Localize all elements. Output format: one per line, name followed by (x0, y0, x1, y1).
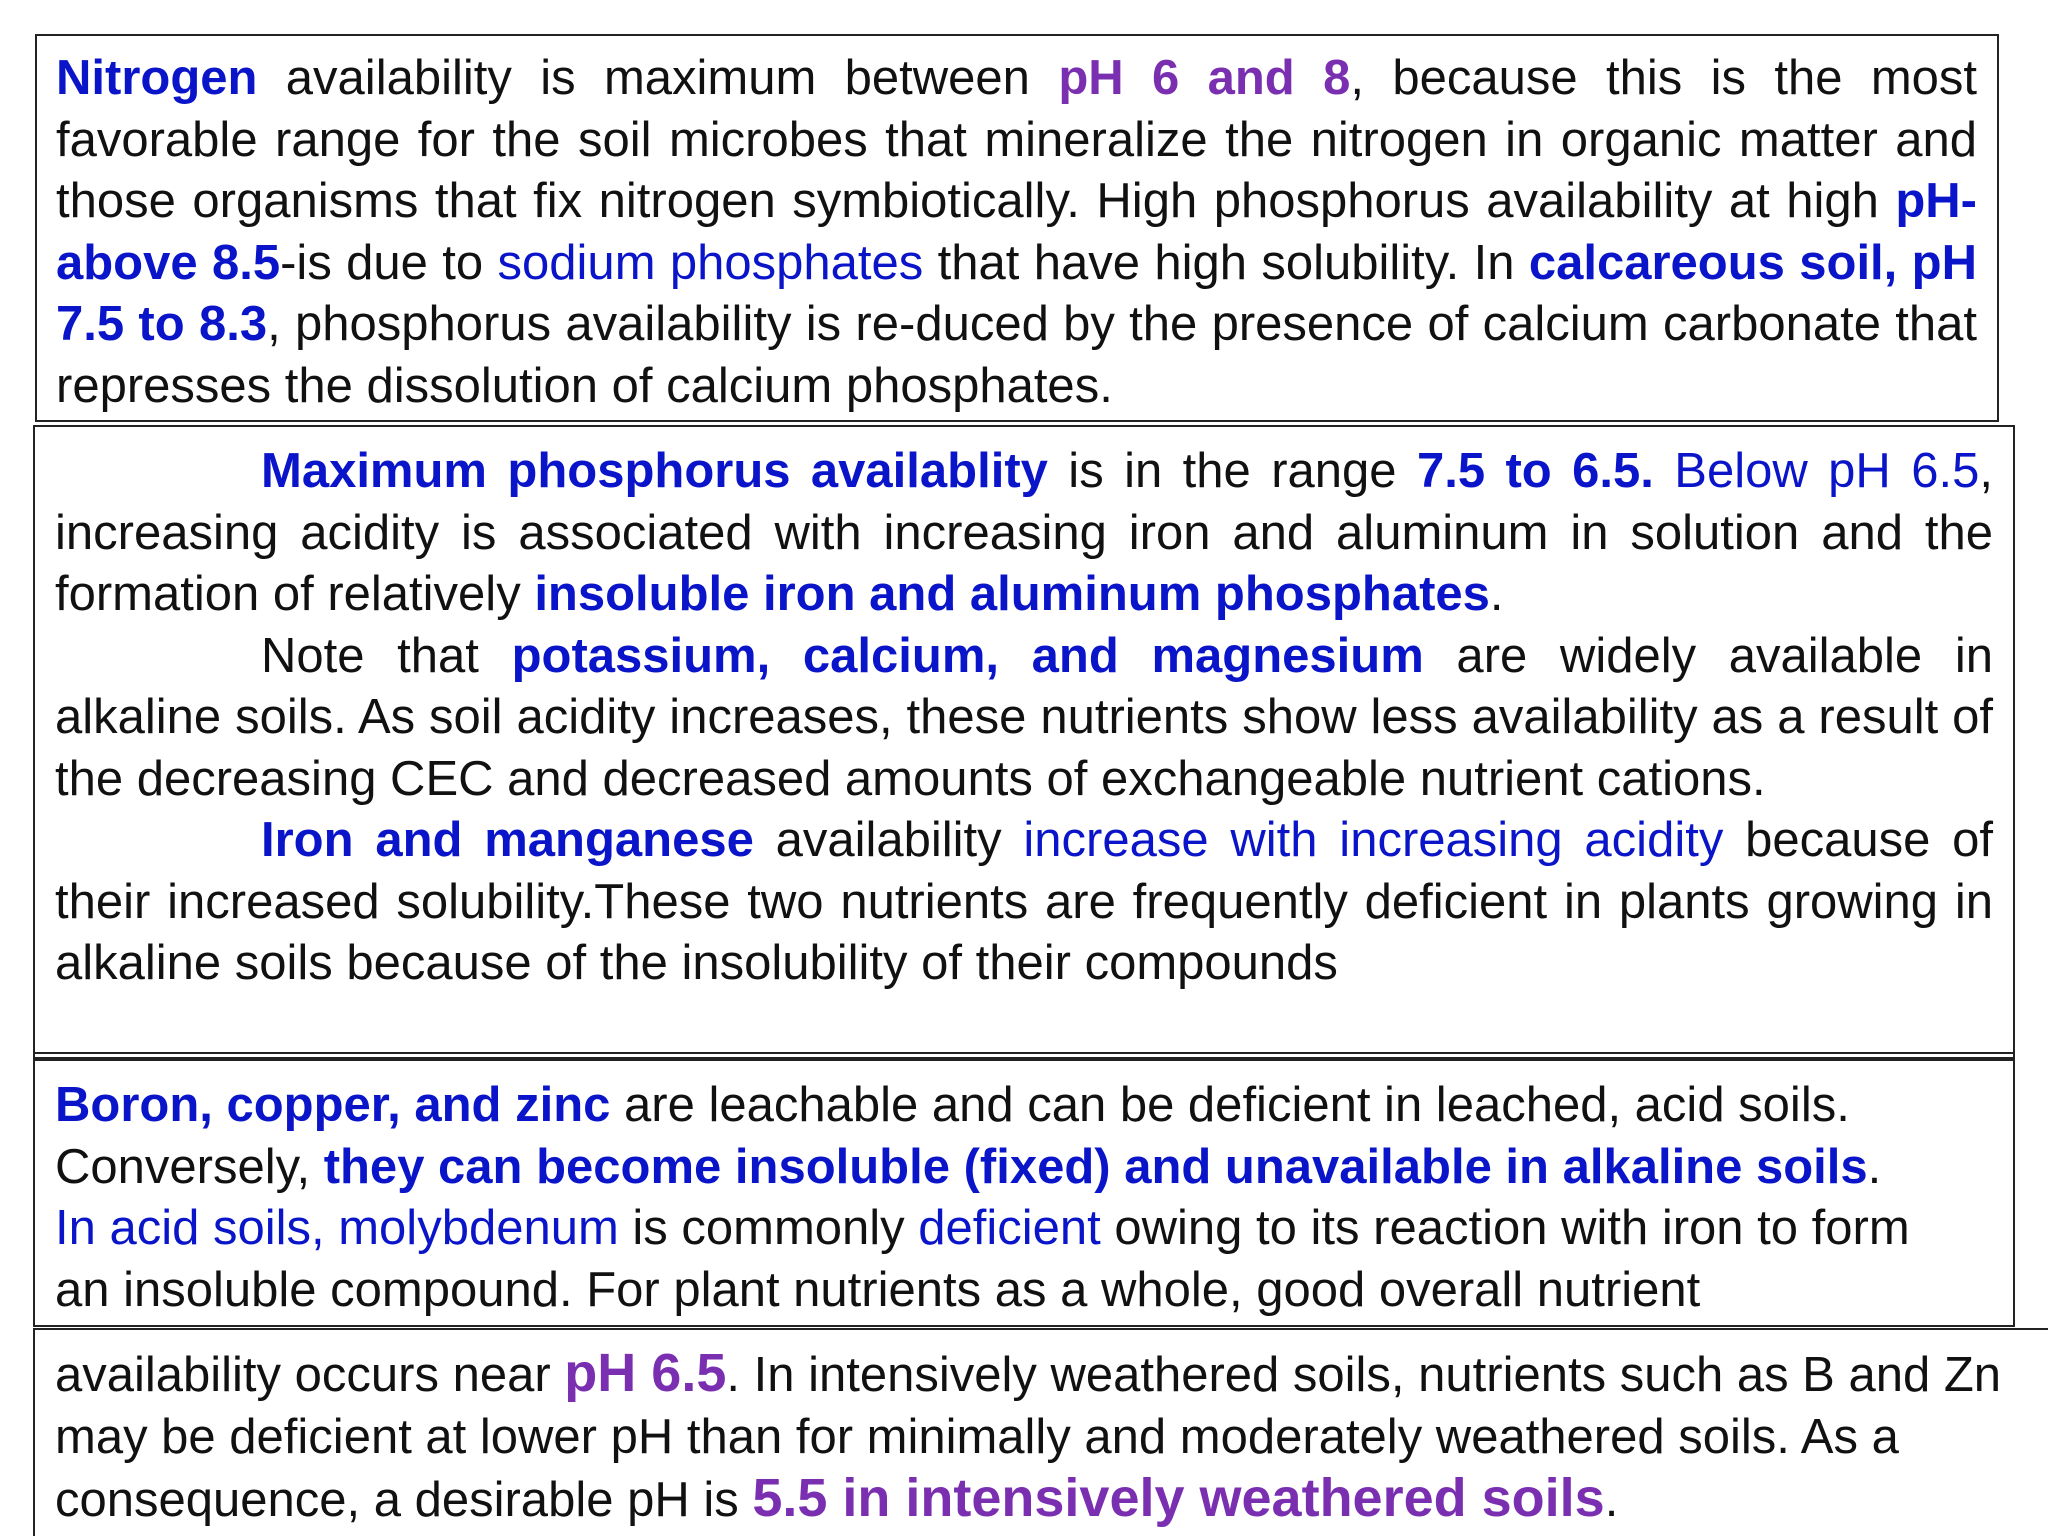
sodium-phosphates-term: sodium phosphates (497, 235, 924, 290)
boron-copper-zinc-term: Boron, copper, and zinc (55, 1078, 611, 1132)
text-run: . (1867, 1139, 1882, 1194)
text-run: . In intensively weathered soils, nutrients such as B and Zn may be deficient at lower pH than for minimally and moderately weathered soils. As a consequence, a desirable pH is (55, 1348, 2002, 1527)
text-run: , increasing acidity is associated with increasing iron and aluminum in solution and the formation of relatively (55, 444, 1993, 621)
ph-range-highlight: 7.5 to 6.5. (1416, 444, 1654, 498)
micronutrients-line-4 (55, 1260, 1983, 1322)
max-phosphorus-term: Maximum phosphorus availablity (261, 444, 1048, 498)
desirable-ph-textbox (33, 1328, 2048, 1536)
text-run: availability is maximum between (257, 51, 1059, 105)
micronutrients-line-1 (55, 1075, 1983, 1137)
text-run: that have high solubility. In (923, 235, 1529, 290)
cations-paragraph (55, 626, 1993, 811)
text-run: is commonly (618, 1201, 919, 1255)
molybdenum-term: In acid soils, molybdenum (55, 1201, 619, 1255)
text-run: , because this is the most favorable range for the soil microbes that mineralize the nitrogen in organic matter and those organisms that fix nitrogen symbiotically. High phosphorus availability at high (56, 51, 1977, 228)
ph-5-5-highlight: 5.5 in intensively weathered soils (752, 1468, 1605, 1528)
increase-acidity-term: increase with increasing acidity (1023, 813, 1724, 867)
iron-manganese-paragraph (55, 810, 1993, 995)
deficient-term: deficient (918, 1201, 1101, 1255)
below-ph-term: Below pH 6.5 (1653, 444, 1980, 498)
nitrogen-paragraph (56, 48, 1977, 417)
phosphorus-cations-textbox (33, 425, 2015, 1059)
micronutrients-line-2 (55, 1137, 1983, 1199)
text-run: , phosphorus availability is re-duced by the presence of calcium carbonate that represses the dissolution of calcium phosphates. (56, 297, 1977, 413)
iron-manganese-term: Iron and manganese (261, 813, 754, 867)
nitrogen-term: Nitrogen (56, 51, 258, 105)
text-run: -is due to (280, 235, 498, 290)
micronutrients-line-3 (55, 1198, 1983, 1260)
text-run: are widely available in alkaline soils. As soil acidity increases, these nutrients show less availability as a result of the decreasing CEC and decreased amounts of exchangeable nutrient cations. (55, 628, 1993, 806)
text-run: Conversely, (55, 1139, 324, 1194)
text-run: Note that (261, 628, 512, 683)
text-run: . (1489, 567, 1504, 621)
ph-above-highlight: pH-above 8.5 (56, 174, 1977, 290)
nitrogen-phosphorus-textbox (35, 34, 1999, 422)
text-run: an insoluble compound. For plant nutrients as a whole, good overall nutrient (55, 1262, 1701, 1317)
text-run: is in the range (1047, 444, 1417, 498)
phosphorus-paragraph (55, 441, 1993, 626)
text-run: because of their increased solubility.These two nutrients are frequently deficient in plants growing in alkaline soils because of the insolubility of their compounds (55, 813, 1993, 990)
insoluble-alkaline-term: they can become insoluble (fixed) and unavailable in alkaline soils (323, 1139, 1868, 1194)
desirable-ph-paragraph (55, 1343, 2036, 1532)
calcareous-soil-highlight: calcareous soil, pH 7.5 to 8.3 (56, 235, 1977, 351)
text-run: availability occurs near (55, 1348, 565, 1402)
text-run: owing to its reaction with iron to form (1100, 1201, 1910, 1255)
text-run: availability (753, 813, 1024, 867)
double-border-line (35, 1052, 2013, 1054)
micronutrients-textbox (33, 1059, 2015, 1327)
text-run: . (1604, 1473, 1619, 1527)
ph-range-highlight: pH 6 and 8 (1058, 51, 1351, 105)
text-run: are leachable and can be deficient in leached, acid soils. (610, 1078, 1850, 1132)
insoluble-phosphates-term: insoluble iron and aluminum phosphates (534, 567, 1490, 621)
ph-6-5-highlight: pH 6.5 (564, 1343, 727, 1403)
cations-term: potassium, calcium, and magnesium (511, 628, 1424, 683)
